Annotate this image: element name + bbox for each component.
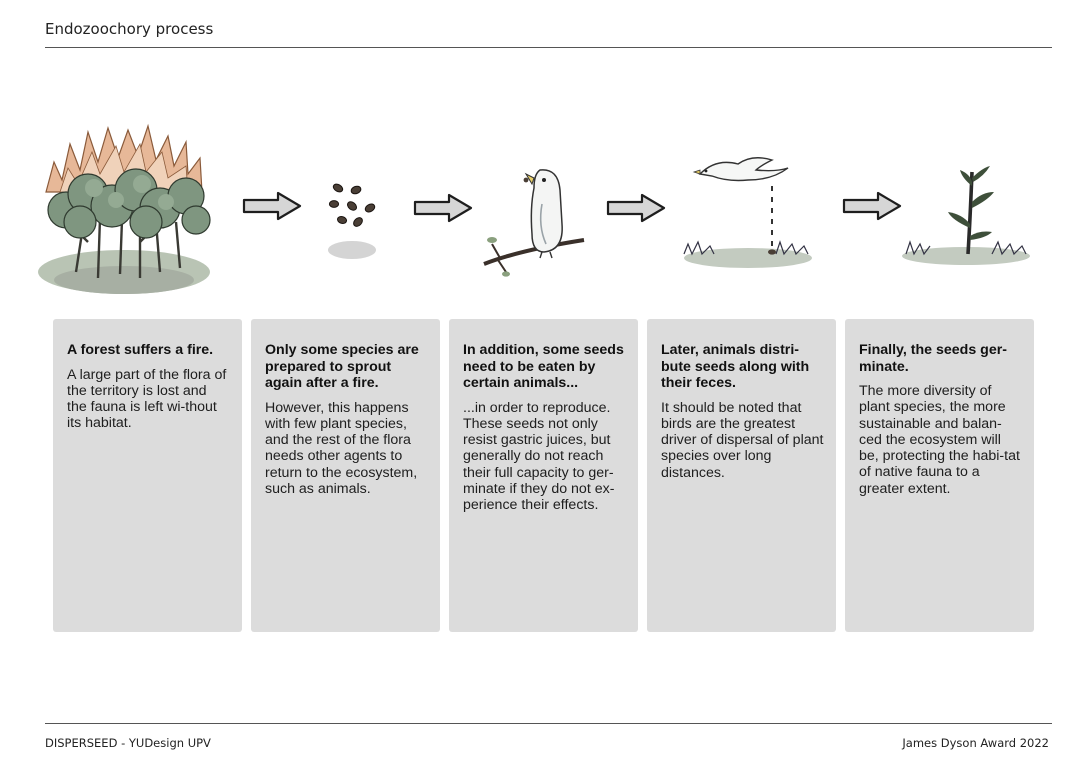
header-divider [45, 47, 1052, 48]
step-card-2 [251, 319, 440, 632]
page-title: Endozoochory process [45, 20, 214, 38]
step-body: The more diversity of plant species, the more sustainable and balan-ced the ecosystem will be, protecting the habi-tat of native fauna to a greater extent. [859, 383, 1020, 497]
footer-project-name: DISPERSEED - YUDesign UPV [45, 736, 211, 750]
step-heading: Only some species are prepared to sprout again after a fire. [265, 342, 419, 391]
step-card-5 [845, 319, 1034, 632]
step-card-4 [647, 319, 836, 632]
step-card-1 [53, 319, 242, 632]
step-body: However, this happens with few plant species, and the rest of the flora needs other agents to return to the ecosystem, such as animals. [265, 399, 418, 497]
step-body: It should be noted that birds are the greatest driver of dispersal of plant species over long distances. [661, 399, 824, 481]
right-arrow-icon [242, 191, 302, 221]
footer-divider [45, 723, 1052, 724]
right-arrow-icon [842, 191, 902, 221]
sprouting-plant-illustration [900, 162, 1034, 272]
step-body: A large part of the flora of the territory is lost and the fauna is left wi-thout its habitat. [67, 366, 227, 432]
step-heading: In addition, some seeds need to be eaten by certain animals... [463, 342, 624, 391]
right-arrow-icon [606, 193, 666, 223]
step-heading: Later, animals distri-bute seeds along with their feces. [661, 342, 810, 391]
step-body: ...in order to reproduce. These seeds not only resist gastric juices, but generally do not reach their full capacity to ger-minate if they do not ex-perience their effects. [463, 399, 615, 514]
footer-award-name: James Dyson Award 2022 [902, 736, 1049, 750]
forest-fire-illustration [36, 122, 216, 300]
step-heading: A forest suffers a fire. [67, 342, 214, 358]
step-heading: Finally, the seeds ger-minate. [859, 342, 1007, 375]
flying-bird-dropping-seed-illustration [676, 150, 816, 274]
right-arrow-icon [413, 193, 473, 223]
seeds-illustration [322, 178, 386, 264]
step-card-3 [449, 319, 638, 632]
bird-eating-seed-illustration [480, 164, 592, 278]
